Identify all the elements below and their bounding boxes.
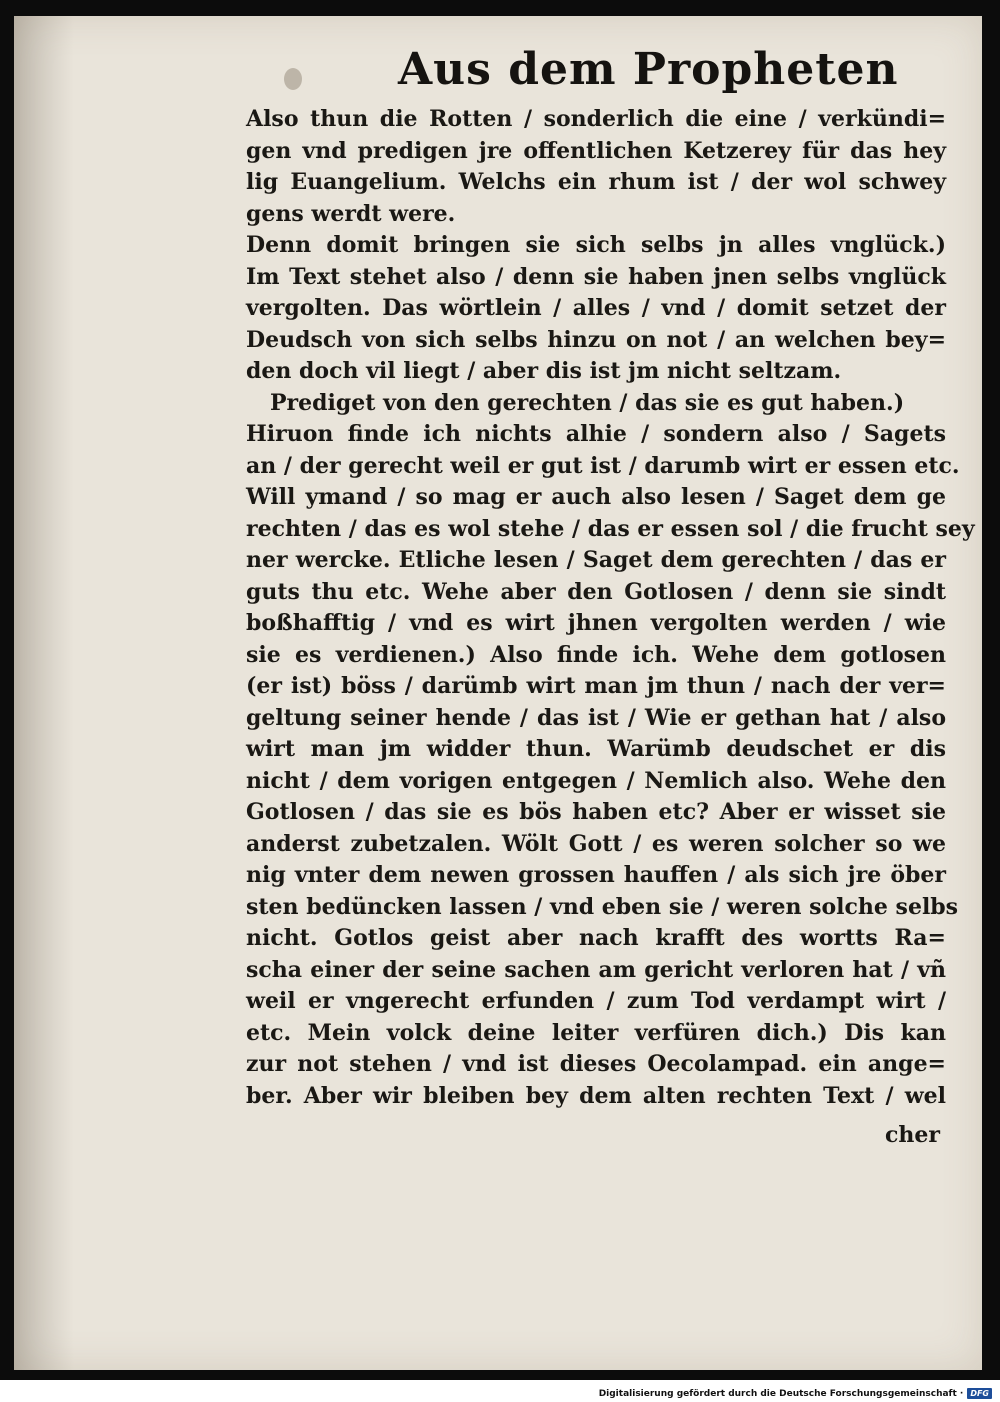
- text-line-5: Denn domit bringen sie sich selbs jn alles vnglück.): [246, 232, 946, 258]
- footer-credit: [599, 1388, 992, 1399]
- running-head: Aus dem Propheten: [398, 44, 899, 95]
- text-line-17: boßhafftig / vnd es wirt jhnen vergolten werden / wie: [246, 610, 946, 636]
- text-line-4: gens werdt were.: [246, 200, 456, 227]
- text-line-27: nicht. Gotlos geist aber nach krafft des wortts Ra=: [246, 925, 946, 951]
- text-line-31: zur not stehen / vnd ist dieses Oecolampad. ein ange=: [246, 1051, 946, 1077]
- dfg-logo: DFG: [967, 1388, 992, 1399]
- text-line-18: sie es verdienen.) Also finde ich. Wehe dem gotlosen: [246, 641, 946, 668]
- text-block: [246, 104, 975, 1112]
- text-line-1: Also thun die Rotten / sonderlich die eine / verkündi=: [246, 106, 946, 132]
- text-line-2: gen vnd predigen jre offentlichen Ketzerey für das hey: [246, 137, 946, 164]
- text-line-9: den doch vil liegt / aber dis ist jm nicht seltzam.: [246, 358, 842, 384]
- text-line-26: sten bedüncken lassen / vnd eben sie / weren solche selbs: [246, 893, 959, 920]
- text-line-3: lig Euangelium. Welchs ein rhum ist / der wol schwey: [246, 169, 946, 195]
- text-line-28: scha einer der seine sachen am gericht verloren hat / vñ: [246, 956, 946, 983]
- text-line-21: wirt man jm widder thun. Warümb deudschet er dis: [246, 736, 946, 762]
- text-line-30: etc. Mein volck deine leiter verfüren dich.) Dis kan: [246, 1019, 946, 1046]
- text-line-11: Hiruon finde ich nichts alhie / sondern also / Sagets: [246, 421, 946, 447]
- text-line-32: ber. Aber wir bleiben bey dem alten rechten Text / wel: [246, 1082, 946, 1109]
- catchword: cher: [885, 1122, 940, 1148]
- text-line-8: Deudsch von sich selbs hinzu on not / an welchen bey=: [246, 326, 946, 353]
- text-line-22: nicht / dem vorigen entgegen / Nemlich also. Wehe den: [246, 767, 946, 794]
- text-line-6: Im Text stehet also / denn sie haben jnen selbs vnglück: [246, 263, 946, 290]
- text-line-23: Gotlosen / das sie es bös haben etc? Aber er wisset sie: [246, 799, 946, 825]
- text-line-14: rechten / das es wol stehe / das er essen sol / die frucht sey: [246, 515, 975, 542]
- funding-credit-text: Digitalisierung gefördert durch die Deutsche Forschungsgemeinschaft ·: [598, 1388, 964, 1399]
- text-line-10: Prediget von den gerechten / das sie es gut haben.): [270, 389, 905, 416]
- text-line-13: Will ymand / so mag er auch also lesen / Saget dem ge: [246, 484, 946, 510]
- text-line-7: vergolten. Das wörtlein / alles / vnd / domit setzet der: [246, 295, 946, 321]
- text-line-15: ner wercke. Etliche lesen / Saget dem gerechten / das er: [246, 547, 946, 573]
- text-line-20: geltung seiner hende / das ist / Wie er gethan hat / also: [246, 704, 946, 731]
- text-line-25: nig vnter dem newen grossen hauffen / als sich jre öber: [246, 862, 946, 888]
- paper-stain: [284, 68, 302, 90]
- text-line-16: guts thu etc. Wehe aber den Gotlosen / denn sie sindt: [246, 578, 946, 605]
- text-line-19: (er ist) böss / darümb wirt man jm thun / nach der ver=: [246, 673, 946, 699]
- spine-shadow: [14, 16, 74, 1370]
- text-line-24: anderst zubetzalen. Wölt Gott / es weren solcher so we: [246, 830, 946, 857]
- text-line-29: weil er vngerecht erfunden / zum Tod verdampt wirt /: [246, 988, 946, 1014]
- text-line-12: an / der gerecht weil er gut ist / darumb wirt er essen etc.: [246, 452, 960, 479]
